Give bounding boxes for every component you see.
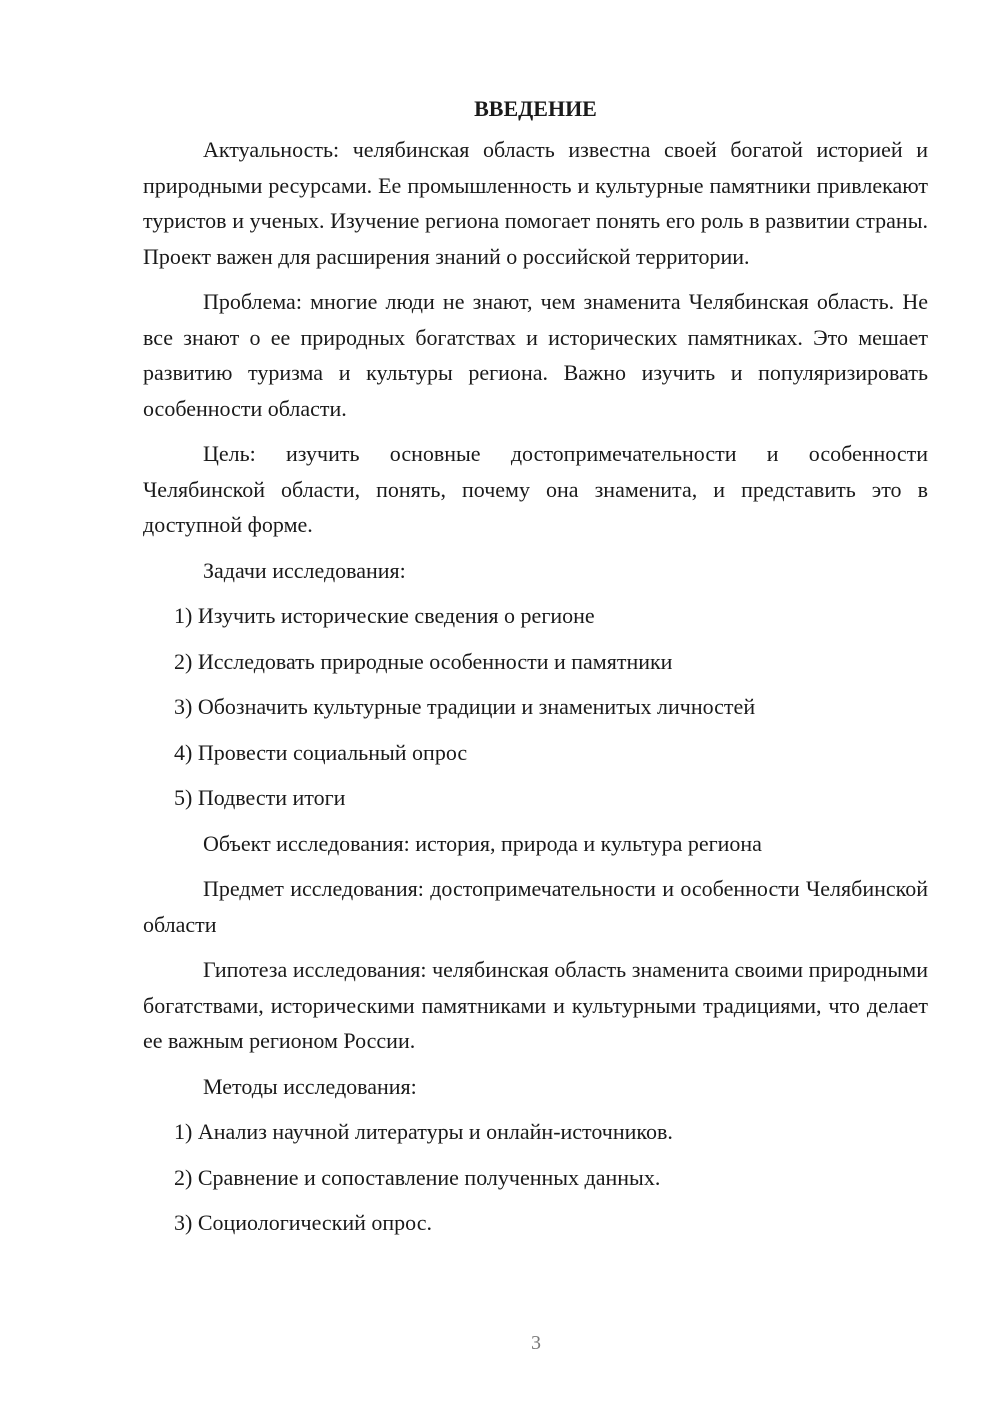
task-item: 1) Изучить исторические сведения о регионе: [174, 603, 595, 628]
page-number: 3: [531, 1332, 541, 1354]
object-paragraph: Объект исследования: история, природа и культура региона: [203, 830, 762, 856]
method-item: 3) Социологический опрос.: [174, 1210, 432, 1235]
tasks-list: [143, 598, 928, 816]
task-item: 2) Исследовать природные особенности и памятники: [174, 648, 673, 674]
task-item: 3) Обозначить культурные традиции и знаменитых личностей: [174, 694, 756, 719]
method-item: 1) Анализ научной литературы и онлайн-источников.: [174, 1119, 673, 1144]
document-page: [143, 92, 928, 1251]
methods-heading: Методы исследования:: [203, 1073, 417, 1099]
section-title: ВВЕДЕНИЕ: [474, 96, 597, 121]
relevance-paragraph: Актуальность: челябинская область известна своей богатой историей и природными ресурсами. Ее промышленность и культурные памятники привлекают туристов и ученых. Изучение региона помогает понять его роль в развитии страны. Проект важен для расширения знаний о российской территории.: [143, 137, 928, 269]
task-item: 5) Подвести итоги: [174, 785, 346, 810]
problem-paragraph: Проблема: многие люди не знают, чем знаменита Челябинская область. Не все знают о ее природных богатствах и исторических памятниках. Это мешает развитию туризма и культуры региона. Важно изучить и популяризировать особенности области.: [143, 289, 928, 421]
tasks-heading: Задачи исследования:: [203, 557, 406, 583]
subject-paragraph: Предмет исследования: достопримечательности и особенности Челябинской области: [143, 876, 928, 937]
goal-paragraph: Цель: изучить основные достопримечательности и особенности Челябинской области, понять, почему она знаменита, и представить это в доступной форме.: [143, 441, 928, 537]
method-item: 2) Сравнение и сопоставление полученных данных.: [174, 1164, 661, 1190]
task-item: 4) Провести социальный опрос: [174, 739, 468, 765]
methods-list: [143, 1114, 928, 1241]
hypothesis-paragraph: Гипотеза исследования: челябинская область знаменита своими природными богатствами, историческими памятниками и культурными традициями, что делает ее важным регионом России.: [143, 957, 928, 1053]
